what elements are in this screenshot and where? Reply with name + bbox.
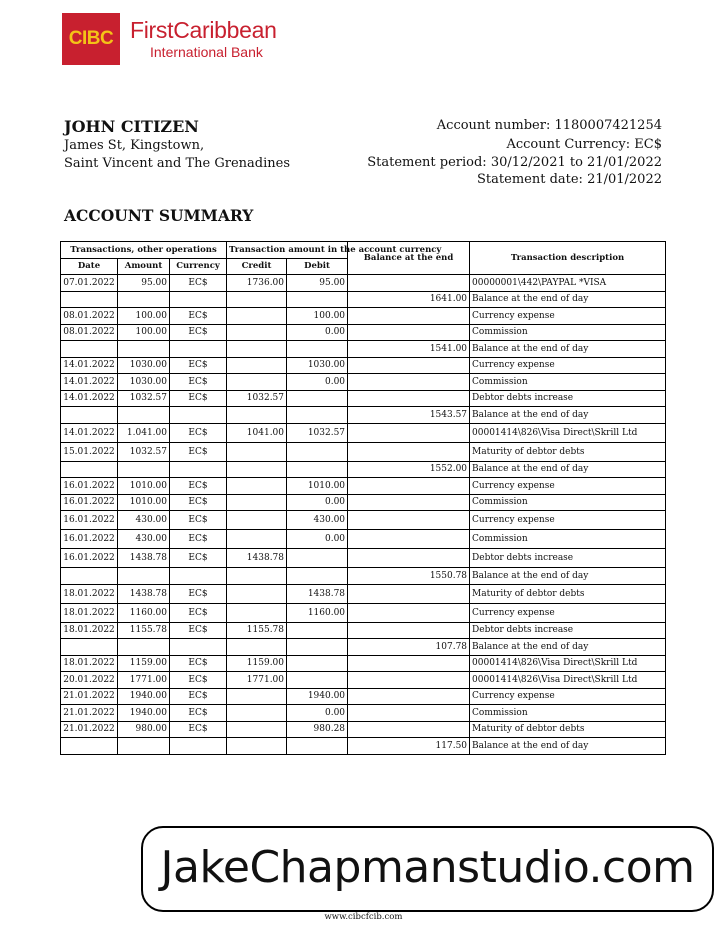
amount-cell: 1010.00	[118, 494, 170, 511]
date-cell: 18.01.2022	[61, 603, 118, 622]
date-cell: 15.01.2022	[61, 442, 118, 461]
currency-cell: EC$	[170, 374, 227, 391]
statement-date: Statement date: 21/01/2022	[477, 172, 662, 187]
balance-cell: 1543.57	[348, 407, 470, 424]
balance-cell	[348, 494, 470, 511]
amount-cell	[118, 407, 170, 424]
description-cell: Currency expense	[470, 357, 666, 374]
cibc-logo-mark: CIBC	[62, 13, 120, 65]
date-cell: 16.01.2022	[61, 494, 118, 511]
currency-cell	[170, 407, 227, 424]
balance-cell: 117.50	[348, 738, 470, 755]
amount-cell: 1438.78	[118, 584, 170, 603]
credit-cell: 1736.00	[227, 275, 287, 292]
description-cell: Commission	[470, 324, 666, 341]
table-row	[61, 407, 666, 424]
currency-cell	[170, 461, 227, 478]
date-cell: 14.01.2022	[61, 390, 118, 407]
table-row	[61, 511, 666, 530]
description-cell: Currency expense	[470, 603, 666, 622]
balance-cell: 1552.00	[348, 461, 470, 478]
account-currency: Account Currency: EC$	[506, 137, 662, 152]
credit-cell	[227, 461, 287, 478]
table-row	[61, 423, 666, 442]
balance-cell	[348, 390, 470, 407]
debit-cell: 0.00	[287, 374, 348, 391]
table-row	[61, 549, 666, 568]
currency-cell: EC$	[170, 622, 227, 639]
amount-cell: 1032.57	[118, 442, 170, 461]
debit-cell: 100.00	[287, 308, 348, 325]
debit-cell	[287, 622, 348, 639]
balance-cell	[348, 478, 470, 495]
currency-cell: EC$	[170, 324, 227, 341]
credit-cell	[227, 407, 287, 424]
table-row	[61, 308, 666, 325]
balance-cell: 1550.78	[348, 568, 470, 585]
description-cell: Balance at the end of day	[470, 407, 666, 424]
balance-cell: 1641.00	[348, 291, 470, 308]
date-cell	[61, 407, 118, 424]
date-cell: 21.01.2022	[61, 688, 118, 705]
date-cell: 21.01.2022	[61, 705, 118, 722]
credit-cell: 1032.57	[227, 390, 287, 407]
description-cell: Commission	[470, 374, 666, 391]
date-cell: 07.01.2022	[61, 275, 118, 292]
debit-cell: 1940.00	[287, 688, 348, 705]
bank-name: FirstCaribbean	[130, 17, 277, 43]
currency-cell: EC$	[170, 655, 227, 672]
description-cell: Currency expense	[470, 308, 666, 325]
date-cell: 18.01.2022	[61, 655, 118, 672]
credit-cell: 1155.78	[227, 622, 287, 639]
amount-cell: 430.00	[118, 511, 170, 530]
table-row	[61, 341, 666, 358]
credit-cell	[227, 639, 287, 656]
statement-period: Statement period: 30/12/2021 to 21/01/2022	[367, 155, 662, 170]
debit-cell	[287, 341, 348, 358]
amount-cell: 1771.00	[118, 672, 170, 689]
balance-cell	[348, 324, 470, 341]
balance-cell	[348, 705, 470, 722]
credit-cell	[227, 478, 287, 495]
currency-cell: EC$	[170, 603, 227, 622]
balance-cell: 1541.00	[348, 341, 470, 358]
description-cell: Maturity of debtor debts	[470, 721, 666, 738]
balance-cell: 107.78	[348, 639, 470, 656]
balance-cell	[348, 672, 470, 689]
currency-cell	[170, 291, 227, 308]
description-cell: Balance at the end of day	[470, 291, 666, 308]
amount-cell: 1155.78	[118, 622, 170, 639]
header-date: Date	[61, 258, 118, 275]
customer-address-line2: Saint Vincent and The Grenadines	[64, 156, 291, 171]
balance-cell	[348, 655, 470, 672]
credit-cell	[227, 291, 287, 308]
currency-cell: EC$	[170, 442, 227, 461]
currency-cell: EC$	[170, 308, 227, 325]
credit-cell	[227, 374, 287, 391]
footer-url: www.cibcfcib.com	[324, 912, 403, 922]
table-row	[61, 291, 666, 308]
description-cell: Balance at the end of day	[470, 568, 666, 585]
amount-cell	[118, 738, 170, 755]
balance-cell	[348, 423, 470, 442]
table-row	[61, 374, 666, 391]
description-cell: 00001414\826\Visa Direct\Skrill Ltd	[470, 655, 666, 672]
balance-cell	[348, 688, 470, 705]
balance-cell	[348, 584, 470, 603]
table-row	[61, 442, 666, 461]
description-cell: Currency expense	[470, 478, 666, 495]
debit-cell: 1438.78	[287, 584, 348, 603]
description-cell: Currency expense	[470, 688, 666, 705]
description-cell: Balance at the end of day	[470, 341, 666, 358]
debit-cell: 1010.00	[287, 478, 348, 495]
table-row	[61, 738, 666, 755]
description-cell: Commission	[470, 705, 666, 722]
amount-cell: 95.00	[118, 275, 170, 292]
date-cell	[61, 461, 118, 478]
credit-cell	[227, 511, 287, 530]
date-cell: 18.01.2022	[61, 584, 118, 603]
table-row	[61, 639, 666, 656]
balance-cell	[348, 511, 470, 530]
currency-cell	[170, 738, 227, 755]
credit-cell	[227, 308, 287, 325]
date-cell	[61, 568, 118, 585]
debit-cell	[287, 639, 348, 656]
date-cell: 16.01.2022	[61, 549, 118, 568]
description-cell: Maturity of debtor debts	[470, 442, 666, 461]
amount-cell: 980.00	[118, 721, 170, 738]
debit-cell: 1160.00	[287, 603, 348, 622]
currency-cell: EC$	[170, 275, 227, 292]
bank-subname: International Bank	[150, 44, 263, 60]
credit-cell	[227, 494, 287, 511]
currency-cell	[170, 639, 227, 656]
debit-cell	[287, 672, 348, 689]
amount-cell: 1159.00	[118, 655, 170, 672]
date-cell: 08.01.2022	[61, 308, 118, 325]
header-credit: Credit	[227, 258, 287, 275]
date-cell: 14.01.2022	[61, 357, 118, 374]
account-summary-title: ACCOUNT SUMMARY	[64, 206, 254, 225]
debit-cell	[287, 291, 348, 308]
table-row	[61, 622, 666, 639]
debit-cell: 0.00	[287, 494, 348, 511]
date-cell	[61, 291, 118, 308]
debit-cell	[287, 549, 348, 568]
currency-cell: EC$	[170, 705, 227, 722]
date-cell: 16.01.2022	[61, 478, 118, 495]
description-cell: 00001414\826\Visa Direct\Skrill Ltd	[470, 672, 666, 689]
header-amount: Transaction amount in the account currency	[227, 242, 348, 259]
amount-cell: 100.00	[118, 308, 170, 325]
balance-cell	[348, 549, 470, 568]
credit-cell	[227, 738, 287, 755]
table-row	[61, 494, 666, 511]
table-row	[61, 478, 666, 495]
debit-cell: 0.00	[287, 530, 348, 549]
debit-cell	[287, 738, 348, 755]
table-row	[61, 324, 666, 341]
amount-cell	[118, 291, 170, 308]
currency-cell: EC$	[170, 494, 227, 511]
amount-cell	[118, 461, 170, 478]
balance-cell	[348, 721, 470, 738]
credit-cell	[227, 530, 287, 549]
credit-cell: 1771.00	[227, 672, 287, 689]
table-row	[61, 688, 666, 705]
credit-cell	[227, 341, 287, 358]
description-cell: Currency expense	[470, 511, 666, 530]
credit-cell: 1438.78	[227, 549, 287, 568]
table-row	[61, 275, 666, 292]
transactions-table	[60, 241, 666, 755]
amount-cell: 1438.78	[118, 549, 170, 568]
debit-cell: 0.00	[287, 324, 348, 341]
header-amount-col: Amount	[118, 258, 170, 275]
balance-cell	[348, 275, 470, 292]
table-row	[61, 672, 666, 689]
credit-cell	[227, 705, 287, 722]
account-number: Account number: 1180007421254	[436, 118, 662, 133]
date-cell	[61, 639, 118, 656]
currency-cell: EC$	[170, 390, 227, 407]
amount-cell: 1.041.00	[118, 423, 170, 442]
description-cell: 00000001\442\PAYPAL *VISA	[470, 275, 666, 292]
description-cell: Debtor debts increase	[470, 622, 666, 639]
credit-cell	[227, 568, 287, 585]
balance-cell	[348, 530, 470, 549]
table-row	[61, 390, 666, 407]
amount-cell: 1160.00	[118, 603, 170, 622]
date-cell: 08.01.2022	[61, 324, 118, 341]
table-row	[61, 530, 666, 549]
amount-cell	[118, 568, 170, 585]
debit-cell	[287, 390, 348, 407]
debit-cell	[287, 461, 348, 478]
header-debit: Debit	[287, 258, 348, 275]
debit-cell	[287, 655, 348, 672]
date-cell	[61, 341, 118, 358]
table-row	[61, 584, 666, 603]
customer-name: JOHN CITIZEN	[64, 117, 199, 136]
description-cell: Balance at the end of day	[470, 639, 666, 656]
currency-cell: EC$	[170, 423, 227, 442]
description-cell: Debtor debts increase	[470, 549, 666, 568]
currency-cell: EC$	[170, 357, 227, 374]
table-row	[61, 705, 666, 722]
description-cell: Maturity of debtor debts	[470, 584, 666, 603]
date-cell: 14.01.2022	[61, 374, 118, 391]
credit-cell	[227, 688, 287, 705]
credit-cell	[227, 721, 287, 738]
description-cell: Commission	[470, 530, 666, 549]
debit-cell	[287, 407, 348, 424]
date-cell: 16.01.2022	[61, 530, 118, 549]
amount-cell: 1032.57	[118, 390, 170, 407]
table-row	[61, 655, 666, 672]
header-balance: Balance at the end	[348, 242, 470, 275]
credit-cell	[227, 357, 287, 374]
header-currency: Currency	[170, 258, 227, 275]
customer-address-line1: James St, Kingstown,	[64, 138, 205, 153]
date-cell: 16.01.2022	[61, 511, 118, 530]
table-row	[61, 461, 666, 478]
credit-cell	[227, 603, 287, 622]
date-cell	[61, 738, 118, 755]
description-cell: Balance at the end of day	[470, 461, 666, 478]
balance-cell	[348, 308, 470, 325]
credit-cell: 1159.00	[227, 655, 287, 672]
description-cell: Commission	[470, 494, 666, 511]
description-cell: 00001414\826\Visa Direct\Skrill Ltd	[470, 423, 666, 442]
credit-cell	[227, 584, 287, 603]
debit-cell: 0.00	[287, 705, 348, 722]
table-row	[61, 357, 666, 374]
debit-cell: 95.00	[287, 275, 348, 292]
date-cell: 18.01.2022	[61, 622, 118, 639]
amount-cell	[118, 341, 170, 358]
transactions-body	[61, 275, 666, 755]
description-cell: Balance at the end of day	[470, 738, 666, 755]
debit-cell	[287, 442, 348, 461]
date-cell: 14.01.2022	[61, 423, 118, 442]
currency-cell: EC$	[170, 584, 227, 603]
currency-cell: EC$	[170, 672, 227, 689]
currency-cell	[170, 568, 227, 585]
watermark-text: JakeChapmanstudio.com	[160, 842, 695, 893]
balance-cell	[348, 622, 470, 639]
currency-cell	[170, 341, 227, 358]
debit-cell	[287, 568, 348, 585]
header-operations: Transactions, other operations	[61, 242, 227, 259]
amount-cell: 1030.00	[118, 357, 170, 374]
amount-cell: 1010.00	[118, 478, 170, 495]
table-row	[61, 721, 666, 738]
debit-cell: 1032.57	[287, 423, 348, 442]
amount-cell: 1940.00	[118, 688, 170, 705]
amount-cell: 100.00	[118, 324, 170, 341]
balance-cell	[348, 357, 470, 374]
balance-cell	[348, 603, 470, 622]
amount-cell: 1940.00	[118, 705, 170, 722]
amount-cell	[118, 639, 170, 656]
date-cell: 21.01.2022	[61, 721, 118, 738]
debit-cell: 980.28	[287, 721, 348, 738]
watermark-banner	[141, 826, 714, 912]
currency-cell: EC$	[170, 511, 227, 530]
debit-cell: 430.00	[287, 511, 348, 530]
balance-cell	[348, 374, 470, 391]
currency-cell: EC$	[170, 549, 227, 568]
date-cell: 20.01.2022	[61, 672, 118, 689]
table-row	[61, 603, 666, 622]
currency-cell: EC$	[170, 478, 227, 495]
table-row	[61, 568, 666, 585]
description-cell: Debtor debts increase	[470, 390, 666, 407]
header-description: Transaction description	[470, 242, 666, 275]
balance-cell	[348, 442, 470, 461]
currency-cell: EC$	[170, 688, 227, 705]
credit-cell	[227, 324, 287, 341]
debit-cell: 1030.00	[287, 357, 348, 374]
amount-cell: 430.00	[118, 530, 170, 549]
credit-cell	[227, 442, 287, 461]
currency-cell: EC$	[170, 721, 227, 738]
amount-cell: 1030.00	[118, 374, 170, 391]
credit-cell: 1041.00	[227, 423, 287, 442]
currency-cell: EC$	[170, 530, 227, 549]
